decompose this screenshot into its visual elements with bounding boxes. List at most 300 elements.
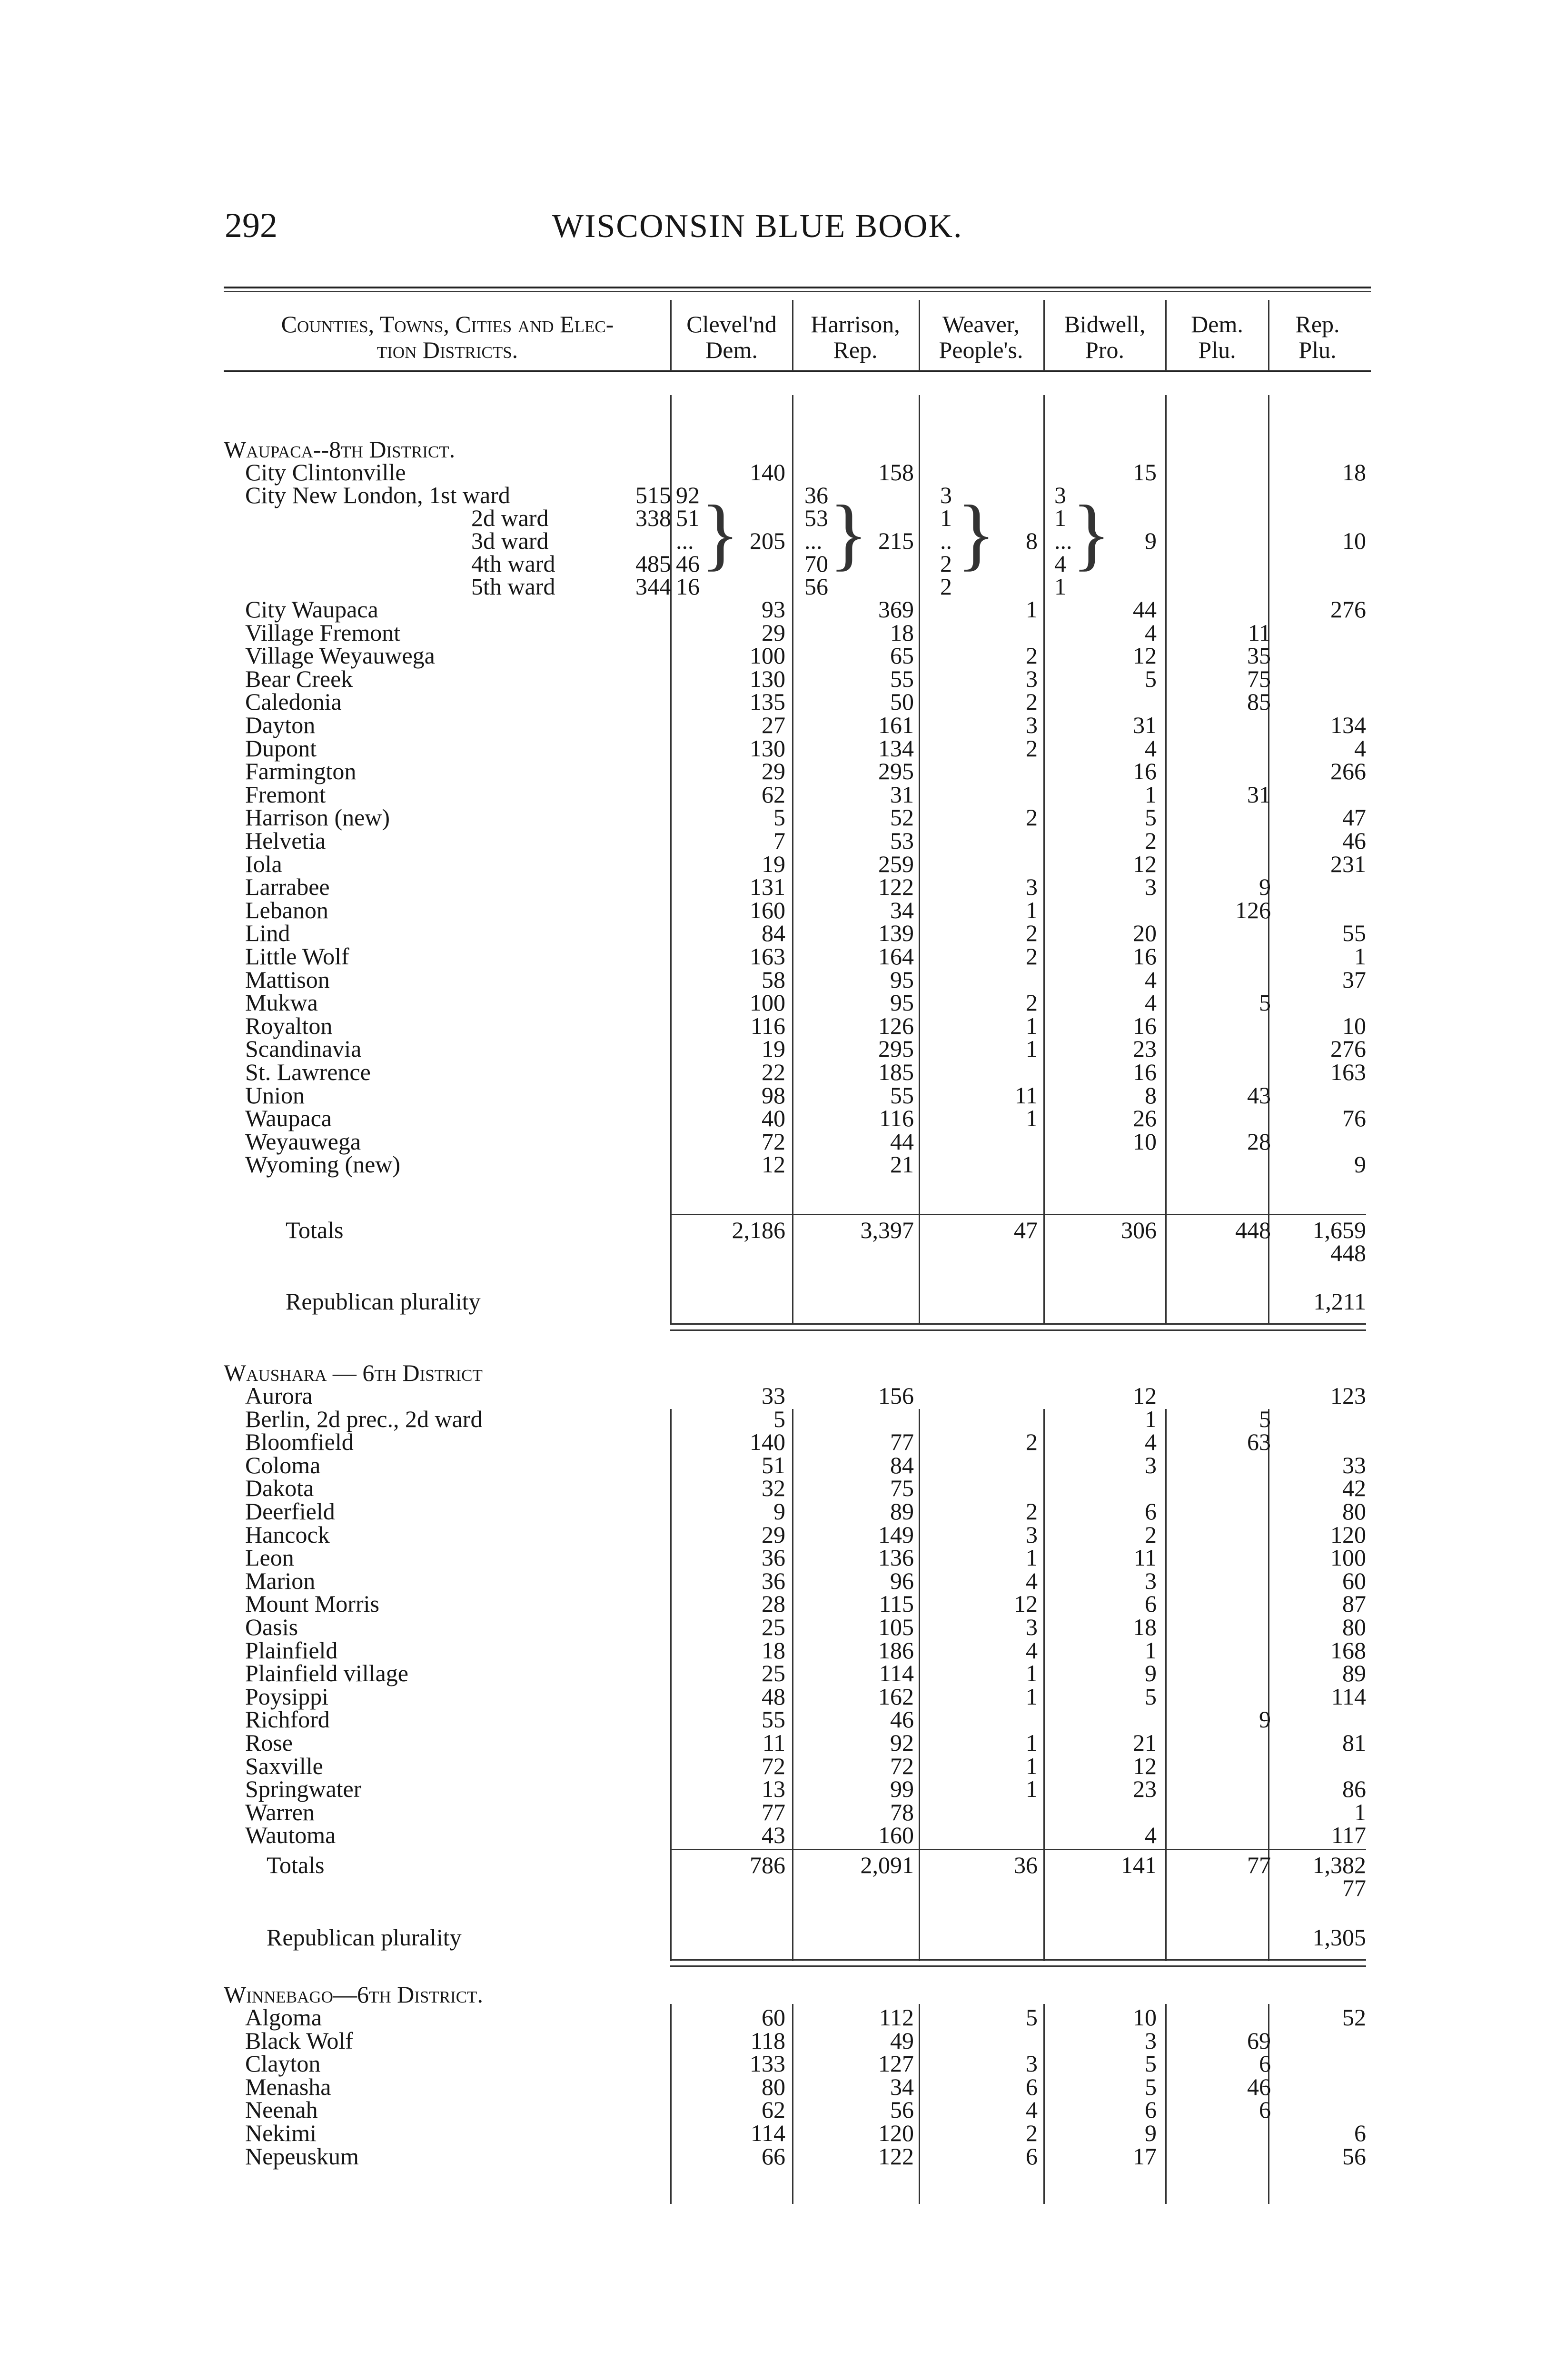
cell-c4: 1 [1145,781,1157,808]
table-row [0,1451,1546,1478]
row-name: Village Weyauwega [245,642,435,669]
row-name: Royalton [245,1012,333,1039]
cell-c5: 69 [1247,2027,1271,2054]
cell-c3: 5 [1026,2004,1038,2031]
cell-c5: 43 [1247,1081,1271,1109]
cell-c4: 1 [1145,1405,1157,1432]
row-name: Plainfield village [245,1660,408,1687]
cell-c2: 161 [878,712,914,738]
cell-c3: 2 [1026,1428,1038,1456]
row-name: Union [245,1081,305,1109]
cell-c6: 55 [1342,920,1366,947]
table-row [0,2142,1546,2170]
cell-c1: 28 [762,1590,785,1617]
table-row [0,1775,1546,1803]
cell-c2: 295 [878,1035,914,1062]
cell-c5: 35 [1247,642,1271,669]
table-row [0,968,1546,991]
cell-c3: 1 [1026,1012,1038,1039]
cell-c1: 36 [762,1567,785,1594]
cell-c1: 93 [762,596,785,623]
row-name: Mount Morris [245,1590,379,1617]
cell-c6: 1 [1354,1798,1366,1825]
cell-c4: 6 [1145,1590,1157,1617]
cell-c2: 122 [878,2142,914,2170]
top-rule-thin [224,291,1371,292]
row-name: Wautoma [245,1822,336,1849]
row-name: Helvetia [245,827,326,854]
cell-c5: 6 [1259,2096,1271,2123]
cell-c4: 5 [1145,1683,1157,1710]
row-name: Nekimi [245,2120,317,2146]
header-c4: Bidwell, Pro. [1064,311,1146,363]
cell-c6: 42 [1342,1475,1366,1502]
row-name: St. Lawrence [245,1059,371,1085]
brace-mark: } [829,489,868,578]
table-row [0,783,1546,806]
row-name: Bloomfield [245,1428,354,1456]
cell-c3: 3 [1026,1521,1038,1548]
row-name: Dayton [245,712,316,738]
cell-c5: 28 [1247,1128,1271,1155]
table-row [0,1153,1546,1176]
cell-c2: 149 [878,1521,914,1548]
cell-c4: 9 [1145,2120,1157,2146]
cell-c3: 1 [1026,1660,1038,1687]
cell-c6: 52 [1342,2004,1366,2031]
cell-c6: 231 [1330,850,1366,877]
cell-c2: 65 [890,642,914,669]
cell-c4: 5 [1145,2073,1157,2100]
cell-c6: 80 [1342,1614,1366,1640]
cell-c2: 136 [878,1544,914,1571]
cell-c1: 40 [762,1105,785,1132]
header-c2: Harrison, Rep. [811,311,900,363]
cell-c4: 3 [1145,873,1157,901]
table-row [0,1798,1546,1825]
row-name: Nepeuskum [245,2142,359,2170]
cell-c4: 4 [1145,989,1157,1016]
cell-c4: 6 [1145,1498,1157,1525]
cell-c2: 116 [879,1105,914,1132]
cell-c3: 2 [1026,1498,1038,1525]
table-row [0,850,1546,877]
cell-c4: 6 [1145,2096,1157,2123]
row-name: Menasha [245,2073,331,2100]
cell-c1: 29 [762,619,785,646]
cell-c4: 12 [1133,850,1157,877]
header-rule [224,370,1371,372]
cell-c2: 77 [890,1428,914,1456]
cell-c4: 11 [1133,1544,1157,1571]
cell-c1: 66 [762,2142,785,2170]
cell-c4: 23 [1133,1775,1157,1803]
cell-c4: 44 [1133,596,1157,623]
table-row: 4th ward 485 46 70 2 4 [471,550,1066,577]
section-title-waupaca: Waupaca--8th District. [224,436,456,463]
cell-c3: 2 [1026,734,1038,762]
cell-c6: 276 [1330,1035,1366,1062]
cell-c3: 6 [1026,2142,1038,2170]
row-name: Little Wolf [245,943,349,970]
cell-c4: 5 [1145,2050,1157,2077]
cell-c1: 9 [773,1498,785,1525]
cell-c3: 3 [1026,1614,1038,1640]
cell-c2: 134 [878,734,914,762]
cell-c1: 72 [762,1752,785,1779]
cell-c3: 1 [1026,1035,1038,1062]
table-row [0,1616,1546,1638]
table-row [0,1428,1546,1456]
top-rule [224,287,1371,288]
cell-c6: 56 [1342,2142,1366,2170]
row-name: Neenah [245,2096,318,2123]
cell-c2: 186 [878,1636,914,1664]
table-row: City New London, 1st ward 515 92 36 3 3 [245,482,1066,508]
table-row [0,1731,1546,1754]
row-name: Springwater [245,1775,362,1803]
cell-c3: 2 [1026,642,1038,669]
cell-c1: 25 [762,1660,785,1687]
cell-c4: 10 [1133,2004,1157,2031]
cell-c2: 105 [878,1614,914,1640]
cell-c1: 33 [762,1382,785,1409]
table-row [0,1061,1546,1083]
cell-c2: 55 [890,1081,914,1109]
table-row [0,1546,1546,1569]
cell-c3: 1 [1026,1752,1038,1779]
cell-c2: 120 [878,2120,914,2146]
cell-c2: 55 [890,665,914,692]
cell-c4: 12 [1133,642,1157,669]
cell-c6: 76 [1342,1105,1366,1132]
cell-c2: 164 [878,943,914,970]
row-name: Deerfield [245,1498,335,1525]
header-c3: Weaver, People's. [939,311,1023,363]
cell-c1: 72 [762,1128,785,1155]
table-row [0,714,1546,736]
table-row [0,621,1546,644]
cell-c6: 168 [1330,1636,1366,1664]
cell-c5: 11 [1248,619,1271,646]
table-row [0,690,1546,713]
row-name: Oasis [245,1614,298,1640]
plurality-row: Republican plurality 1,211 [286,1288,1366,1315]
cell-c1: 51 [762,1451,785,1478]
cell-c4: 26 [1133,1105,1157,1132]
cell-c2: 21 [890,1151,914,1178]
cell-c6: 134 [1330,712,1366,738]
row-name: Caledonia [245,688,342,715]
cell-c2: 95 [890,966,914,993]
cell-c2: 72 [890,1752,914,1779]
cell-c2: 139 [878,920,914,947]
cell-c1: 118 [750,2027,785,2054]
table-row [0,829,1546,852]
cell-c3: 11 [1014,1081,1038,1109]
cell-c4: 10 [1133,1128,1157,1155]
row-name: Poysippi [245,1683,329,1710]
row-name: Waupaca [245,1105,332,1132]
cell-c3: 2 [1026,943,1038,970]
cell-c4: 16 [1133,1012,1157,1039]
cell-c4: 20 [1133,920,1157,947]
table-row: 5th ward 344 16 56 2 1 [471,573,1066,600]
cell-c5: 6 [1259,2050,1271,2077]
row-name: Coloma [245,1451,321,1478]
cell-c1: 133 [750,2050,785,2077]
cell-c3: 3 [1026,2050,1038,2077]
row-name: Weyauwega [245,1128,361,1155]
cell-c1: 7 [773,827,785,854]
totals-rule [670,1849,1366,1850]
cell-c3: 4 [1026,2096,1038,2123]
cell-c4: 18 [1133,1614,1157,1640]
row-name: Berlin, 2d prec., 2d ward [245,1405,483,1432]
cell-c2: 115 [879,1590,914,1617]
cell-c1: 11 [762,1729,785,1756]
plurality-row: Republican plurality 1,305 [267,1924,1366,1951]
cell-c4: 3 [1145,1451,1157,1478]
row-name: Wyoming (new) [245,1151,401,1178]
cell-c1: 131 [750,873,785,901]
table-row: City Clintonville 140 158 15 18 [245,459,1366,486]
row-name: Bear Creek [245,665,353,692]
cell-c5: 75 [1247,665,1271,692]
cell-c5: 9 [1259,1706,1271,1733]
cell-c4: 1 [1145,1636,1157,1664]
table-row: 3d ward ... ... .. ... 205 215 8 9 10 [471,527,1366,554]
cell-c1: 19 [762,1035,785,1062]
table-row [0,1685,1546,1708]
table-row: 2d ward 338 51 53 1 1 [471,505,1066,531]
cell-c1: 58 [762,966,785,993]
cell-c3: 3 [1026,665,1038,692]
cell-c2: 89 [890,1498,914,1525]
table-row [0,2052,1546,2075]
cell-c3: 6 [1026,2073,1038,2100]
row-name: Dupont [245,734,317,762]
cell-c6: 9 [1354,1151,1366,1178]
cell-c2: 53 [890,827,914,854]
cell-c2: 162 [878,1683,914,1710]
cell-c4: 5 [1145,804,1157,831]
cell-c4: 4 [1145,1822,1157,1849]
cell-c6: 89 [1342,1660,1366,1687]
cell-c5: 5 [1259,989,1271,1016]
cell-c2: 46 [890,1706,914,1733]
cell-c1: 12 [762,1151,785,1178]
cell-c6: 123 [1330,1382,1366,1409]
cell-c2: 18 [890,619,914,646]
row-name: Clayton [245,2050,321,2077]
cell-c4: 4 [1145,1428,1157,1456]
cell-c5: 85 [1247,688,1271,715]
cell-c1: 5 [773,804,785,831]
row-name: City Waupaca [245,596,378,623]
cell-c1: 100 [750,989,785,1016]
table-row [0,920,1546,947]
cell-c6: 120 [1330,1521,1366,1548]
cell-c1: 36 [762,1544,785,1571]
cell-c1: 27 [762,712,785,738]
cell-c2: 99 [890,1775,914,1803]
section-end-rule [670,1323,1366,1331]
cell-c2: 122 [878,873,914,901]
cell-c5: 5 [1259,1405,1271,1432]
table-row [0,991,1546,1014]
cell-c3: 1 [1026,1105,1038,1132]
cell-c6: 81 [1342,1729,1366,1756]
cell-c2: 56 [890,2096,914,2123]
row-name: Larrabee [245,873,330,901]
cell-c4: 4 [1145,734,1157,762]
cell-c6: 117 [1331,1822,1366,1849]
cell-c2: 369 [878,596,914,623]
row-name: Plainfield [245,1636,338,1664]
cell-c6: 100 [1330,1544,1366,1571]
brace-mark: } [701,489,740,578]
row-name: Algoma [245,2004,322,2031]
table-row [0,644,1546,667]
totals-row-sub: 77 [1342,1874,1366,1901]
cell-c4: 17 [1133,2142,1157,2170]
row-name: Farmington [245,758,357,785]
table-row [0,1822,1546,1849]
cell-c6: 33 [1342,1451,1366,1478]
cell-c2: 50 [890,688,914,715]
row-name: Warren [245,1798,315,1825]
cell-c6: 46 [1342,827,1366,854]
header-name: Counties, Towns, Cities and Elec- tion Districts. [281,311,614,363]
cell-c3: 2 [1026,688,1038,715]
cell-c4: 16 [1133,758,1157,785]
cell-c3: 1 [1026,1775,1038,1803]
table-row [0,1752,1546,1779]
cell-c6: 1 [1354,943,1366,970]
cell-c1: 114 [750,2120,785,2146]
cell-c5: 46 [1247,2073,1271,2100]
table-row [0,667,1546,690]
totals-rule [670,1214,1366,1215]
table-row [0,1500,1546,1523]
table-row [0,734,1546,762]
cell-c6: 86 [1342,1775,1366,1803]
table-row [0,2098,1546,2121]
cell-c2: 52 [890,804,914,831]
cell-c2: 75 [890,1475,914,1502]
table-row [0,1636,1546,1664]
header-c6: Rep. Plu. [1295,311,1340,363]
cell-c4: 8 [1145,1081,1157,1109]
cell-c2: 156 [878,1382,914,1409]
row-name: Leon [245,1544,294,1571]
cell-c1: 43 [762,1822,785,1849]
cell-c1: 160 [750,896,785,923]
cell-c5: 63 [1247,1428,1271,1456]
cell-c6: 47 [1342,804,1366,831]
section-title-waushara: Waushara — 6th District [224,1359,483,1386]
table-row [0,1708,1546,1731]
cell-c6: 80 [1342,1498,1366,1525]
table-row [0,1662,1546,1685]
cell-c2: 92 [890,1729,914,1756]
table-row [0,1037,1546,1060]
row-name: Village Fremont [245,619,401,646]
table-row [0,945,1546,968]
cell-c1: 60 [762,2004,785,2031]
cell-c2: 49 [890,2027,914,2054]
cell-c1: 55 [762,1706,785,1733]
cell-c6: 163 [1330,1059,1366,1085]
cell-c1: 29 [762,758,785,785]
cell-c3: 1 [1026,1544,1038,1571]
cell-c2: 78 [890,1798,914,1825]
cell-c3: 4 [1026,1567,1038,1594]
cell-c4: 4 [1145,966,1157,993]
table-row [0,760,1546,783]
cell-c1: 140 [750,1428,785,1456]
cell-c1: 29 [762,1521,785,1548]
row-name: Lind [245,920,290,947]
table-row [0,1107,1546,1130]
cell-c6: 60 [1342,1567,1366,1594]
cell-c1: 18 [762,1636,785,1664]
cell-c1: 13 [762,1775,785,1803]
table-row [0,1405,1546,1432]
row-name: Saxville [245,1752,323,1779]
table-row [0,2006,1546,2029]
row-name: Hancock [245,1521,330,1548]
row-name: Lebanon [245,896,328,923]
cell-c6: 37 [1342,966,1366,993]
cell-c1: 77 [762,1798,785,1825]
cell-c1: 80 [762,2073,785,2100]
cell-c3: 2 [1026,2120,1038,2146]
cell-c4: 12 [1133,1752,1157,1779]
cell-c2: 96 [890,1567,914,1594]
cell-c2: 44 [890,1128,914,1155]
table-row [0,1592,1546,1615]
table-row [0,1130,1546,1153]
row-name: Scandinavia [245,1035,362,1062]
cell-c1: 62 [762,781,785,808]
row-name: Black Wolf [245,2027,353,2054]
table-row [0,2075,1546,2098]
cell-c1: 116 [750,1012,785,1039]
cell-c6: 10 [1342,1012,1366,1039]
cell-c6: 87 [1342,1590,1366,1617]
cell-c3: 1 [1026,596,1038,623]
cell-c2: 114 [879,1660,914,1687]
table-row [0,896,1546,923]
table-row [0,1384,1546,1407]
row-name: Rose [245,1729,293,1756]
table-row [0,873,1546,901]
table-row [0,1569,1546,1592]
table-row [0,1014,1546,1037]
row-name: Aurora [245,1382,313,1409]
table-row [0,1475,1546,1502]
header-c5: Dem. Plu. [1191,311,1243,363]
cell-c4: 3 [1145,2027,1157,2054]
cell-c2: 34 [890,896,914,923]
cell-c2: 295 [878,758,914,785]
section-title-winnebago: Winnebago—6th District. [224,1981,483,2008]
cell-c6: 114 [1331,1683,1366,1710]
cell-c1: 135 [750,688,785,715]
cell-c4: 23 [1133,1035,1157,1062]
